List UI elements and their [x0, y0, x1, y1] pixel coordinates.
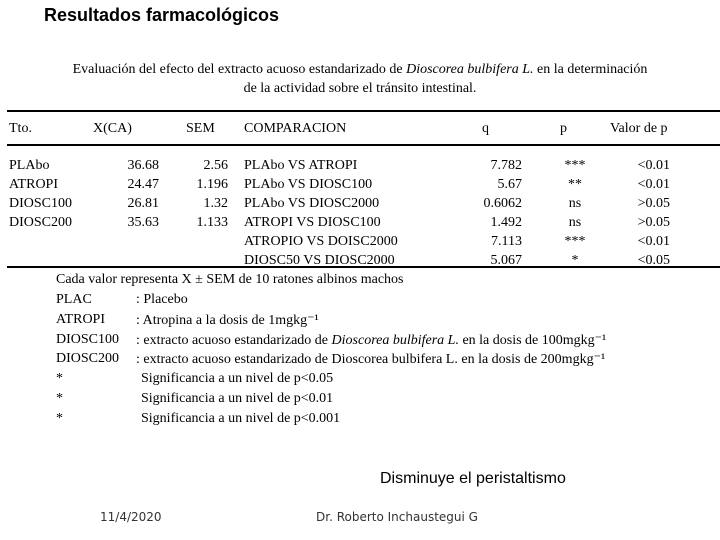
table-cell: <0.01: [637, 158, 670, 173]
table-cell: DIOSC200: [9, 215, 73, 230]
table-cell: 26.81: [127, 196, 159, 211]
table-cell: ***: [564, 234, 586, 249]
table-cell: ATROPI: [9, 177, 59, 192]
table-header-cell: Valor de p: [610, 121, 668, 136]
note-desc-post: en la dosis de 100mgkg⁻¹: [458, 332, 607, 348]
slide-title: Resultados farmacológicos: [44, 5, 280, 25]
note-key: PLAC: [56, 292, 92, 307]
caption-text-pre: Evaluación del efecto del extracto acuoso estandarizado de: [72, 62, 407, 77]
table-cell: ATROPIO VS DOISC2000: [244, 234, 398, 249]
table-cell: 2.56: [203, 158, 228, 173]
table-cell: <0.01: [637, 234, 670, 249]
table-cell: PLAbo: [9, 158, 50, 173]
table-cell: <0.01: [637, 177, 670, 192]
table-header-cell: p: [560, 121, 567, 136]
figure-caption-line-1: [0, 62, 720, 78]
note-desc-species: Dioscorea bulbifera L.: [331, 332, 459, 348]
table-cell: 1.196: [196, 177, 228, 192]
table-cell: *: [571, 253, 579, 268]
footer-date: 11/4/2020: [100, 510, 162, 524]
table-cell: PLAbo VS DIOSC2000: [244, 196, 380, 211]
table-cell: 7.782: [490, 158, 522, 173]
table-cell: ***: [564, 158, 586, 173]
table-cell: PLAbo VS ATROPI: [244, 158, 358, 173]
note-description: Significancia a un nivel de p<0.01: [141, 391, 334, 406]
note-description: : extracto acuoso estandarizado de Dioscorea bulbifera L. en la dosis de 200mgkg⁻¹: [136, 352, 606, 368]
table-cell: 35.63: [127, 215, 159, 230]
note-key: *: [56, 410, 63, 426]
table-header-cell: SEM: [186, 121, 215, 136]
note-key: *: [56, 371, 63, 387]
note-description: Significancia a un nivel de p<0.05: [141, 371, 334, 387]
note-key: DIOSC200: [56, 351, 120, 367]
table-header-rule: [7, 144, 720, 146]
caption-species: Dioscorea bulbifera L.: [406, 62, 534, 77]
note-desc-pre: : extracto acuoso estandarizado de: [136, 332, 332, 348]
table-cell: 36.68: [127, 158, 159, 173]
table-cell: **: [568, 177, 582, 192]
table-cell: 24.47: [127, 177, 159, 192]
caption-text-post: en la determinación: [533, 62, 648, 77]
notes-intro: Cada valor representa X ± SEM de 10 ratones albinos machos: [56, 272, 404, 287]
table-cell: >0.05: [637, 215, 670, 230]
table-cell: 5.067: [490, 253, 522, 268]
table-cell: <0.05: [637, 253, 670, 268]
table-cell: 1.133: [196, 215, 228, 230]
table-cell: DIOSC50 VS DIOSC2000: [244, 253, 395, 268]
table-cell: 1.492: [490, 215, 522, 230]
table-header-cell: X(CA): [93, 121, 132, 136]
table-cell: ns: [568, 196, 582, 211]
table-cell: PLAbo VS DIOSC100: [244, 177, 373, 192]
note-key: DIOSC100: [56, 331, 120, 347]
table-header-cell: Tto.: [9, 121, 32, 136]
figure-caption-line-2: de la actividad sobre el tránsito intestinal.: [243, 81, 477, 96]
conclusion-text: Disminuye el peristaltismo: [380, 470, 566, 487]
table-top-rule: [7, 110, 720, 112]
table-cell: 5.67: [497, 177, 522, 192]
note-description: : Atropina a la dosis de 1mgkg⁻¹: [136, 312, 319, 328]
note-key: ATROPI: [56, 311, 106, 327]
note-description: [136, 332, 606, 349]
table-cell: 7.113: [491, 234, 522, 249]
footer-author: Dr. Roberto Inchaustegui G: [316, 510, 478, 524]
note-key: *: [56, 391, 63, 406]
note-description: Significancia a un nivel de p<0.001: [141, 410, 341, 426]
table-cell: ATROPI VS DIOSC100: [244, 215, 381, 230]
table-cell: 0.6062: [483, 196, 522, 211]
table-header-cell: COMPARACION: [244, 121, 347, 136]
table-cell: DIOSC100: [9, 196, 73, 211]
table-cell: 1.32: [203, 196, 228, 211]
table-header-cell: q: [482, 121, 489, 136]
table-cell: ns: [568, 215, 582, 230]
note-description: : Placebo: [136, 292, 188, 307]
table-cell: >0.05: [637, 196, 670, 211]
